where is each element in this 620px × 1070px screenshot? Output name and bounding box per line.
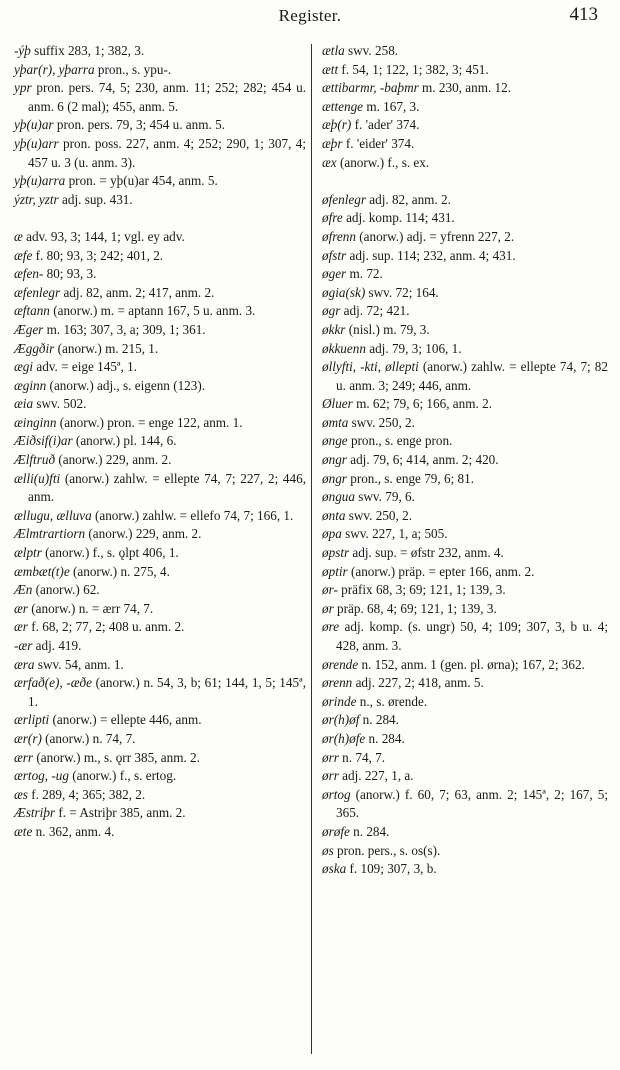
entry-headword: æftann — [14, 303, 50, 319]
page-header — [0, 0, 620, 34]
entry-headword: øfre — [322, 210, 343, 226]
entry-references: swv. 227, 1, a; 505. — [341, 526, 448, 542]
entry-references: adj. sup. 114; 232, anm. 4; 431. — [346, 247, 516, 263]
index-entry — [322, 79, 608, 98]
entry-references: f. 54, 1; 122, 1; 382, 3; 451. — [338, 61, 489, 77]
index-entry — [322, 544, 608, 563]
index-entry — [14, 79, 306, 116]
entry-headword: -ær — [14, 638, 33, 653]
entry-references: m. 163; 307, 3, a; 309, 1; 361. — [43, 321, 206, 337]
entry-headword: yþar(r), yþarra — [14, 61, 95, 77]
entry-headword: ørr — [322, 768, 339, 784]
index-entry — [14, 321, 306, 340]
entry-references: f. 'eider' 374. — [342, 135, 415, 151]
entry-headword: ør — [322, 600, 334, 616]
index-entry — [14, 432, 306, 451]
entry-references: präp. 68, 4; 69; 121, 1; 139, 3. — [333, 600, 497, 616]
running-title: Register. — [278, 6, 342, 25]
entry-references: (anorw.) f., s. ex. — [336, 154, 430, 170]
index-entry — [322, 284, 608, 303]
index-entry — [322, 581, 608, 600]
entry-headword: ørinde — [322, 693, 357, 709]
entry-references: adj. komp. 114; 431. — [342, 210, 455, 226]
entry-headword: æ — [14, 228, 23, 244]
index-entry — [322, 507, 608, 526]
index-entry — [14, 228, 306, 247]
entry-headword: øre — [322, 619, 340, 635]
entry-headword: ærr — [14, 749, 34, 765]
index-entry — [14, 674, 306, 711]
entry-references: m. 62; 79, 6; 166, anm. 2. — [352, 396, 492, 412]
entry-references: n. 362, anm. 4. — [32, 823, 115, 839]
entry-references: swv. 502. — [33, 396, 87, 412]
entry-headword: ørende — [322, 656, 359, 672]
index-entry — [322, 767, 608, 786]
entry-headword: øger — [322, 266, 347, 282]
entry-references: (anorw.) = ellepte 446, anm. — [49, 712, 202, 728]
index-entry — [14, 618, 306, 637]
entry-references: n. 284. — [365, 730, 405, 746]
entry-headword: æginn — [14, 377, 47, 393]
entry-references: (anorw.) f. 60, 7; 63, anm. 2; 145ª, 2; 167, 5; 365. — [336, 786, 608, 821]
index-entry — [14, 340, 306, 359]
entry-headword: ør- — [322, 582, 338, 598]
entry-references: f. 289, 4; 365; 382, 2. — [27, 786, 146, 802]
index-entry — [14, 191, 306, 210]
entry-references: pron. pers. 79, 3; 454 u. anm. 5. — [53, 117, 225, 133]
entry-headword: ælli(u)fti — [14, 470, 61, 486]
entry-references: (anorw.) 62. — [32, 582, 100, 598]
entry-headword: ærfað(e), -æðe — [14, 675, 92, 691]
entry-references: swv. 250, 2. — [345, 507, 413, 523]
entry-headword: ælptr — [14, 545, 42, 561]
entry-headword: øngr — [322, 452, 347, 468]
index-entry — [322, 432, 608, 451]
index-entry — [14, 358, 306, 377]
column-divider — [311, 44, 312, 1054]
entry-references: 80; 93, 3. — [43, 266, 97, 282]
entry-headword: ællugu, ælluva — [14, 507, 92, 523]
entry-headword: Ælftruð — [14, 452, 56, 468]
entry-headword: øfstr — [322, 247, 347, 263]
index-entry — [14, 544, 306, 563]
entry-headword: ær(r) — [14, 730, 42, 746]
right-column — [322, 42, 608, 879]
entry-references: präfix 68, 3; 69; 121, 1; 139, 3. — [337, 582, 506, 598]
index-entry — [322, 730, 608, 749]
index-entry — [14, 42, 306, 61]
entry-references: n., s. ørende. — [356, 693, 428, 709]
entry-headword: Ælmtrartiorn — [14, 526, 86, 542]
index-entry — [322, 395, 608, 414]
entry-headword: yþ(u)arr — [14, 135, 59, 151]
entry-headword: ættenge — [322, 98, 364, 114]
entry-headword: æmbæt(t)e — [14, 563, 70, 579]
entry-references: adj. 82, anm. 2. — [365, 191, 451, 207]
entry-headword: Æger — [14, 321, 44, 337]
index-entry — [14, 377, 306, 396]
index-entry — [14, 749, 306, 768]
entry-headword: øgr — [322, 303, 341, 319]
entry-headword: øgia(sk) — [322, 284, 366, 300]
entry-headword: økkuenn — [322, 340, 366, 356]
entry-headword: ønge — [322, 433, 348, 449]
index-entry — [322, 823, 608, 842]
entry-headword: Æiðsif(i)ar — [14, 433, 73, 449]
entry-references: (anorw.) adj. = yfrenn 227, 2. — [355, 228, 515, 244]
entry-headword: øfrenn — [322, 228, 356, 244]
entry-headword: æia — [14, 396, 34, 412]
entry-references: (anorw.) f., s. ǫlpt 406, 1. — [41, 545, 179, 561]
index-entry — [14, 637, 306, 656]
entry-headword: ørøfe — [322, 823, 350, 839]
entry-references: pron. = yþ(u)ar 454, anm. 5. — [65, 173, 218, 189]
index-entry — [322, 674, 608, 693]
index-entry — [14, 284, 306, 303]
index-entry — [322, 42, 608, 61]
entry-headword: ætt — [322, 61, 339, 77]
index-entry — [322, 61, 608, 80]
entry-references: (nisl.) m. 79, 3. — [345, 321, 430, 337]
entry-references: (anorw.) präp. = epter 166, anm. 2. — [347, 563, 535, 579]
entry-references: adj. 227, 2; 418, anm. 5. — [352, 675, 484, 691]
entry-references: f. = Astriþr 385, anm. 2. — [55, 805, 186, 821]
index-entry — [322, 563, 608, 582]
entry-headword: økkr — [322, 321, 346, 337]
index-entry — [322, 525, 608, 544]
entry-references: adj. 227, 1, a. — [338, 768, 414, 784]
index-entry — [322, 191, 608, 210]
entry-references: (anorw.) 229, anm. 2. — [85, 526, 202, 542]
entry-headword: øngr — [322, 470, 347, 486]
entry-headword: ærtog, -ug — [14, 768, 69, 784]
entry-references: pron., s. ypu-. — [94, 61, 172, 77]
index-entry — [14, 711, 306, 730]
index-entry — [322, 135, 608, 154]
entry-headword: ær — [14, 619, 28, 635]
entry-headword: ørr — [322, 749, 339, 765]
entry-headword: Æggðir — [14, 340, 55, 356]
entry-headword: yþ(u)arra — [14, 173, 66, 189]
entry-headword: øpstr — [322, 545, 350, 561]
index-entry — [322, 786, 608, 823]
entry-references: m. 167, 3. — [363, 98, 420, 114]
index-entry — [14, 600, 306, 619]
index-entry — [14, 767, 306, 786]
entry-references: m. 230, anm. 12. — [418, 80, 512, 96]
section-gap — [322, 172, 608, 191]
entry-references: n. 74, 7. — [338, 749, 386, 765]
entry-references: (anorw.) pl. 144, 6. — [72, 433, 177, 449]
entry-references: (anorw.) m. = aptann 167, 5 u. anm. 3. — [49, 303, 256, 319]
index-entry — [14, 786, 306, 805]
entry-references: (anorw.) f., s. ertog. — [68, 768, 177, 784]
index-entry — [322, 693, 608, 712]
section-gap — [14, 209, 306, 228]
entry-headword: ættibarmr, -baþmr — [322, 80, 419, 96]
entry-headword: ønta — [322, 507, 346, 523]
entry-headword: æþr — [322, 135, 343, 151]
entry-references: (anorw.) n. 275, 4. — [69, 563, 170, 579]
entry-headword: æfe — [14, 247, 33, 263]
entry-headword: øs — [322, 842, 334, 858]
index-entry — [14, 451, 306, 470]
entry-references: adj. 72; 421. — [340, 303, 410, 319]
entry-references: (anorw.) n. 74, 7. — [41, 730, 136, 746]
index-entry — [322, 470, 608, 489]
index-entry — [322, 414, 608, 433]
entry-headword: æra — [14, 656, 35, 672]
index-entry — [322, 116, 608, 135]
index-entry — [322, 600, 608, 619]
entry-references: swv. 79, 6. — [354, 489, 415, 505]
entry-headword: æinginn — [14, 414, 57, 430]
entry-headword: Æstriþr — [14, 805, 56, 821]
index-entry — [14, 804, 306, 823]
entry-references: n. 284. — [359, 712, 399, 728]
entry-references: swv. 54, anm. 1. — [34, 656, 124, 672]
entry-headword: ætla — [322, 43, 345, 58]
index-entry — [14, 265, 306, 284]
entry-references: m. 72. — [346, 266, 383, 282]
index-entry — [14, 656, 306, 675]
entry-references: n. 152, anm. 1 (gen. pl. ørna); 167, 2; 362. — [358, 656, 585, 672]
entry-headword: øpa — [322, 526, 342, 542]
entry-headword: øptir — [322, 563, 348, 579]
entry-headword: ýztr, yztr — [14, 191, 59, 207]
index-entry — [322, 154, 608, 173]
entry-references: (anorw.) m., s. ǫrr 385, anm. 2. — [33, 749, 200, 765]
index-entry — [322, 749, 608, 768]
entry-headword: øfenlegr — [322, 191, 366, 207]
index-entry — [322, 228, 608, 247]
index-entry — [14, 61, 306, 80]
entry-headword: ær — [14, 600, 28, 616]
entry-headword: ægi — [14, 359, 34, 375]
index-entry — [14, 247, 306, 266]
index-entry — [14, 525, 306, 544]
entry-references: f. 80; 93, 3; 242; 401, 2. — [32, 247, 164, 263]
entry-references: (anorw.) zahlw. = ellepte 74, 7; 82 u. anm. 3; 249; 446, anm. — [336, 359, 608, 393]
entry-references: pron. pers., s. os(s). — [333, 842, 441, 858]
entry-headword: ør(h)øfe — [322, 730, 366, 746]
index-entry — [322, 98, 608, 117]
entry-references: f. 109; 307, 3, b. — [346, 861, 437, 877]
index-entry — [14, 135, 306, 172]
entry-headword: æs — [14, 786, 28, 802]
entry-headword: æte — [14, 823, 33, 839]
entry-headword: æfen- — [14, 266, 44, 282]
index-entry — [14, 470, 306, 507]
index-entry — [322, 711, 608, 730]
entry-references: swv. 250, 2. — [348, 414, 415, 430]
entry-headword: Øluer — [322, 396, 353, 412]
entry-references: (anorw.) adj., s. eigenn (123). — [46, 377, 206, 393]
index-entry — [322, 656, 608, 675]
entry-references: adj. sup. 431. — [58, 191, 133, 207]
entry-headword: ørenn — [322, 675, 353, 691]
index-entry — [322, 302, 608, 321]
left-column — [14, 42, 306, 842]
entry-references: (anorw.) m. 215, 1. — [54, 340, 159, 356]
index-entry — [14, 395, 306, 414]
index-entry — [14, 507, 306, 526]
entry-headword: øngua — [322, 489, 355, 505]
index-entry — [322, 209, 608, 228]
index-entry — [322, 340, 608, 359]
entry-headword: -ýþ — [14, 43, 31, 58]
entry-headword: øska — [322, 861, 347, 877]
entry-references: (anorw.) zahlw. = ellefo 74, 7; 166, 1. — [91, 507, 294, 523]
entry-references: suffix 283, 1; 382, 3. — [30, 43, 145, 58]
index-entry — [322, 321, 608, 340]
index-entry — [14, 172, 306, 191]
entry-references: pron., s. enge 79, 6; 81. — [346, 470, 475, 486]
entry-headword: ør(h)øf — [322, 712, 360, 728]
entry-references: adv. 93, 3; 144, 1; vgl. ey adv. — [22, 228, 185, 244]
index-entry — [322, 860, 608, 879]
entry-headword: æþ(r) — [322, 117, 352, 133]
entry-headword: ørtog — [322, 786, 351, 802]
index-entry — [322, 265, 608, 284]
index-entry — [14, 302, 306, 321]
entry-references: n. 284. — [349, 823, 390, 839]
index-entry — [14, 730, 306, 749]
entry-references: f. 'ader' 374. — [351, 117, 420, 133]
entry-headword: ypr — [14, 80, 32, 96]
entry-references: swv. 72; 164. — [365, 284, 439, 300]
index-entry — [322, 842, 608, 861]
entry-headword: Æn — [14, 582, 33, 598]
entry-references: adv. = eige 145ª, 1. — [33, 359, 138, 375]
entry-references: (anorw.) n. 54, 3, b; 61; 144, 1, 5; 145ª, 1. — [28, 675, 306, 709]
entry-references: (anorw.) n. = ærr 74, 7. — [27, 600, 154, 616]
entry-headword: ærlipti — [14, 712, 50, 728]
entry-references: (anorw.) zahlw. = ellepte 74, 7; 227, 2; 446, anm. — [28, 470, 306, 505]
entry-references: adj. 79, 3; 106, 1. — [365, 340, 462, 356]
entry-references: adj. 419. — [32, 638, 82, 653]
entry-headword: øllyfti, -kti, øllepti — [322, 359, 419, 375]
entry-references: adj. 82, anm. 2; 417, anm. 2. — [60, 284, 215, 300]
entry-references: swv. 258. — [344, 43, 399, 58]
index-entry — [14, 116, 306, 135]
entry-headword: æfenlegr — [14, 284, 61, 300]
entry-references: f. 68, 2; 77, 2; 408 u. anm. 2. — [27, 619, 185, 635]
entry-references: (anorw.) pron. = enge 122, anm. 1. — [56, 414, 243, 430]
entry-references: adj. sup. = øfstr 232, anm. 4. — [349, 545, 504, 561]
index-entry — [322, 618, 608, 655]
entry-headword: æx — [322, 154, 337, 170]
entry-references: (anorw.) 229, anm. 2. — [55, 452, 172, 468]
entry-references: adj. 79, 6; 414, anm. 2; 420. — [346, 452, 499, 468]
index-entry — [322, 247, 608, 266]
index-entry — [14, 823, 306, 842]
entry-headword: ømta — [322, 414, 349, 430]
index-entry — [14, 563, 306, 582]
entry-references: pron., s. enge pron. — [347, 433, 453, 449]
index-entry — [322, 488, 608, 507]
entry-references: pron. poss. 227, anm. 4; 252; 290, 1; 307, 4; 457 u. 3 (u. anm. 3). — [28, 135, 306, 170]
index-entry — [322, 451, 608, 470]
entry-references: adj. komp. (s. ungr) 50, 4; 109; 307, 3, b u. 4; 428, anm. 3. — [336, 619, 608, 653]
page-number: 413 — [569, 4, 598, 25]
entry-references: pron. pers. 74, 5; 230, anm. 11; 252; 282; 454 u. anm. 6 (2 mal); 455, anm. 5. — [28, 80, 306, 114]
index-entry — [322, 358, 608, 395]
entry-headword: yþ(u)ar — [14, 117, 54, 133]
index-entry — [14, 414, 306, 433]
index-entry — [14, 581, 306, 600]
